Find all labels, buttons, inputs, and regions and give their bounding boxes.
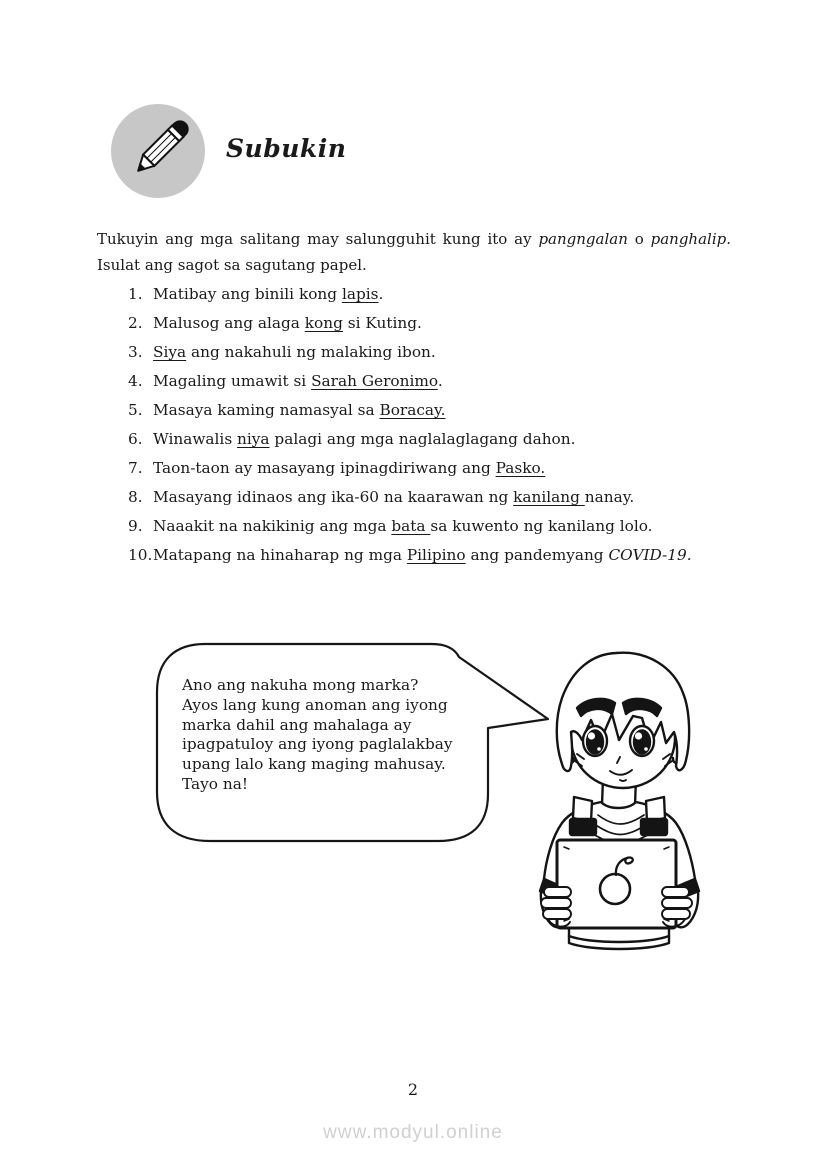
item-number: 4. [128, 372, 143, 390]
list-item [128, 487, 748, 507]
speech-bubble-line: Ayos lang kung anoman ang iyong [182, 695, 448, 714]
page-number: 2 [407, 1080, 419, 1099]
item-text: Taon-taon ay masayang ipinagdiriwang ang Pasko. [153, 459, 546, 477]
instructions-line-2: Isulat ang sagot sa sagutang papel. [97, 256, 367, 274]
list-item [128, 371, 748, 391]
item-text: Masayang idinaos ang ika-60 na kaarawan ng kanilang nanay. [153, 488, 635, 506]
item-text: Matibay ang binili kong lapis. [153, 285, 384, 303]
item-number: 6. [128, 430, 143, 448]
item-number: 5. [128, 401, 143, 419]
item-text: Siya ang nakahuli ng malaking ibon. [153, 343, 436, 361]
item-text: Naaakit na nakikinig ang mga bata sa kuwento ng kanilang lolo. [153, 517, 653, 535]
item-number: 10. [128, 546, 153, 564]
item-number: 2. [128, 314, 143, 332]
watermark: www.modyul.online [323, 1122, 503, 1143]
exercise-list [128, 284, 748, 574]
item-number: 8. [128, 488, 143, 506]
list-item [128, 342, 748, 362]
item-text: Malusog ang alaga kong si Kuting. [153, 314, 422, 332]
item-text: Magaling umawit si Sarah Geronimo. [153, 372, 443, 390]
speech-bubble-line: marka dahil ang mahalaga ay [182, 715, 412, 734]
speech-bubble-line: Tayo na! [182, 774, 248, 793]
activity-icon-badge [111, 104, 205, 198]
boy-illustration [528, 648, 718, 958]
instructions-line-1: Tukuyin ang mga salitang may salungguhit kung ito ay pangngalan o panghalip. [97, 230, 731, 248]
item-text: Matapang na hinaharap ng mga Pilipino ang pandemyang COVID-19. [153, 546, 692, 564]
item-number: 9. [128, 517, 143, 535]
item-number: 7. [128, 459, 143, 477]
speech-bubble-line: Ano ang nakuha mong marka? [182, 676, 419, 694]
item-number: 1. [128, 285, 143, 303]
item-text: Masaya kaming namasyal sa Boracay. [153, 401, 446, 419]
list-item [128, 400, 748, 420]
list-item [128, 516, 748, 536]
list-item [128, 429, 748, 449]
list-item [128, 313, 748, 333]
list-item [128, 284, 748, 304]
item-number: 3. [128, 343, 143, 361]
speech-bubble-text [182, 676, 492, 795]
list-item [128, 545, 748, 565]
pencil-icon [111, 104, 205, 198]
speech-bubble-line: ipagpatuloy ang iyong paglalakbay [182, 735, 453, 754]
section-title: Subukin [226, 134, 347, 163]
list-item [128, 458, 748, 478]
instructions [97, 226, 731, 278]
speech-bubble-line: upang lalo kang maging mahusay. [182, 755, 446, 774]
item-text: Winawalis niya palagi ang mga naglalaglagang dahon. [153, 430, 576, 448]
